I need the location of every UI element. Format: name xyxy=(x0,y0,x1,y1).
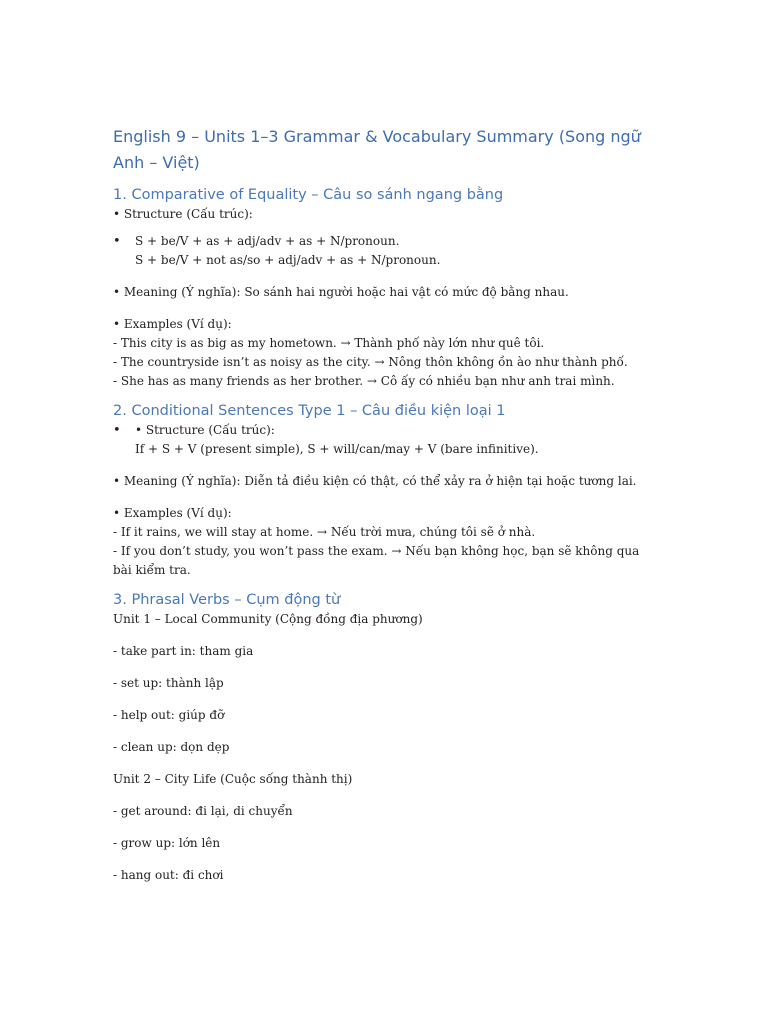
list-item: - hang out: đi chơi xyxy=(113,868,224,882)
s2-structure-label: • Structure (Cấu trúc): xyxy=(135,423,275,437)
s1-example-1: - This city is as big as my hometown. → Thành phố này lớn như quê tôi. xyxy=(113,336,545,350)
s1-example-2: - The countryside isn’t as noisy as the city. → Nông thôn không ồn ào như thành phố. xyxy=(113,355,628,369)
s2-meaning: • Meaning (Ý nghĩa): Diễn tả điều kiện có thật, có thể xảy ra ở hiện tại hoặc tương lai. xyxy=(113,474,637,488)
list-item: - clean up: dọn dẹp xyxy=(113,740,230,754)
section-1-heading: 1. Comparative of Equality – Câu so sánh ngang bằng xyxy=(113,187,504,203)
list-item: - take part in: tham gia xyxy=(113,644,254,658)
unit-2-label: Unit 2 – City Life (Cuộc sống thành thị) xyxy=(113,772,353,786)
unit-1-label: Unit 1 – Local Community (Cộng đồng địa phương) xyxy=(113,612,423,626)
section-3-heading: 3. Phrasal Verbs – Cụm động từ xyxy=(113,592,341,608)
document-page xyxy=(113,124,653,885)
s2-structure-bullet xyxy=(113,421,653,459)
list-item: - set up: thành lập xyxy=(113,676,224,690)
s1-examples-label: • Examples (Ví dụ): xyxy=(113,317,232,331)
bullet-icon: • xyxy=(113,234,121,249)
s2-formula: If + S + V (present simple), S + will/can/may + V (bare infinitive). xyxy=(135,442,539,456)
s2-examples-label: • Examples (Ví dụ): xyxy=(113,506,232,520)
s2-example-1: - If it rains, we will stay at home. → Nếu trời mưa, chúng tôi sẽ ở nhà. xyxy=(113,525,536,539)
s1-formula-bullet xyxy=(113,232,653,270)
document-title: English 9 – Units 1–3 Grammar & Vocabulary Summary (Song ngữ Anh – Việt) xyxy=(113,127,641,172)
list-item: - get around: đi lại, di chuyển xyxy=(113,804,293,818)
s1-formula-2: S + be/V + not as/so + adj/adv + as + N/pronoun. xyxy=(135,253,441,267)
bullet-icon: • xyxy=(113,423,121,438)
s1-example-3: - She has as many friends as her brother. → Cô ấy có nhiều bạn như anh trai mình. xyxy=(113,374,615,388)
section-2-heading: 2. Conditional Sentences Type 1 – Câu điều kiện loại 1 xyxy=(113,403,506,419)
s1-formula-1: S + be/V + as + adj/adv + as + N/pronoun. xyxy=(135,234,400,248)
list-item: - grow up: lớn lên xyxy=(113,836,221,850)
s2-example-2: - If you don’t study, you won’t pass the exam. → Nếu bạn không học, bạn sẽ không qua bài kiểm tra. xyxy=(113,544,640,577)
list-item: - help out: giúp đỡ xyxy=(113,708,225,722)
s1-structure-label: • Structure (Cấu trúc): xyxy=(113,207,253,221)
s1-meaning: • Meaning (Ý nghĩa): So sánh hai người hoặc hai vật có mức độ bằng nhau. xyxy=(113,285,569,299)
